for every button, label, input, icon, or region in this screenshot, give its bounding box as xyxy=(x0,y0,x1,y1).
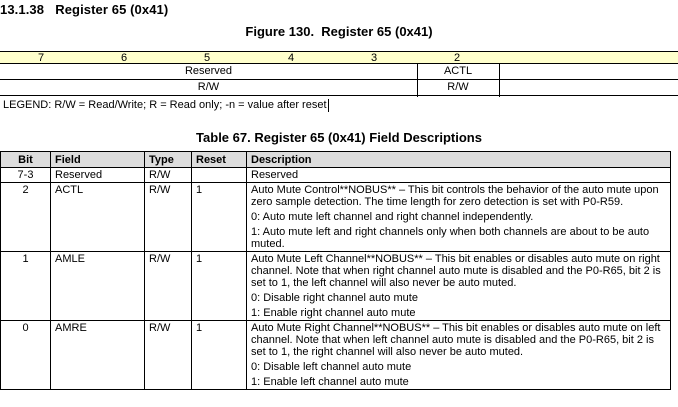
bit-number-row xyxy=(0,51,678,64)
cell-reset xyxy=(192,168,247,183)
description-option: 0: Disable right channel auto mute xyxy=(251,292,418,304)
figure-caption xyxy=(0,24,678,39)
col-header-description: Description xyxy=(247,152,671,168)
cell-bit: 7-3 xyxy=(1,168,51,183)
register-field-name: ACTL xyxy=(443,65,473,77)
bit-number: 5 xyxy=(203,52,211,64)
table-title: Register 65 (0x41) Field Descriptions xyxy=(254,130,482,145)
col-header-bit: Bit xyxy=(1,152,51,168)
description-text: Reserved xyxy=(251,169,299,181)
field-name-row xyxy=(0,64,678,80)
cell-reset: 1 xyxy=(192,252,247,321)
cell-type: R/W xyxy=(145,168,192,183)
register-field-access: R/W xyxy=(447,81,469,93)
description-option: 0: Auto mute left channel and right channel independently. xyxy=(251,211,534,223)
description-text: Auto Mute Right Channel**NOBUS** – This bit enables or disables auto mute on left channel. Note that when left channel auto mute is disabled and the P0-R65, bit 2 is set to 1, the right channel will also never be auto muted. xyxy=(251,322,661,358)
bit-number: 3 xyxy=(370,52,378,64)
bit-number: 6 xyxy=(120,52,128,64)
field-divider xyxy=(417,64,418,97)
bit-number: 7 xyxy=(37,52,45,64)
cell-reset: 1 xyxy=(192,321,247,390)
legend: LEGEND: R/W = Read/Write; R = Read only; -n = value after reset xyxy=(3,99,327,111)
access-row xyxy=(0,80,678,96)
description-option: 1: Auto mute left and right channels only when both channels are about to be auto muted. xyxy=(251,226,650,250)
table-row xyxy=(1,183,671,252)
cell-reset: 1 xyxy=(192,183,247,252)
bit-number: 2 xyxy=(453,52,461,64)
description-option: 1: Enable left channel auto mute xyxy=(251,376,409,388)
cell-description xyxy=(247,252,671,321)
description-text: Auto Mute Left Channel**NOBUS** – This bit enables or disables auto mute on right channel. Note that when right channel auto mute is disabled and the P0-R65, bit 2 is set to 1, the left channel will also never be auto muted. xyxy=(251,253,661,289)
register-diagram xyxy=(0,51,678,97)
register-field-access: R/W xyxy=(197,81,220,93)
field-description-table xyxy=(0,151,671,390)
col-header-reset: Reset xyxy=(192,152,247,168)
table-caption xyxy=(0,130,678,145)
col-header-type: Type xyxy=(145,152,192,168)
cell-bit: 2 xyxy=(1,183,51,252)
description-option: 0: Disable left channel auto mute xyxy=(251,361,412,373)
cell-type: R/W xyxy=(145,252,192,321)
cell-description xyxy=(247,183,671,252)
section-heading xyxy=(0,2,168,17)
table-row xyxy=(1,321,671,390)
table-header-row xyxy=(1,152,671,168)
cell-field: ACTL xyxy=(51,183,145,252)
cell-type: R/W xyxy=(145,321,192,390)
cell-type: R/W xyxy=(145,183,192,252)
cell-field: AMRE xyxy=(51,321,145,390)
register-field-name: Reserved xyxy=(184,65,233,77)
bit-number: 4 xyxy=(287,52,295,64)
field-divider xyxy=(499,64,500,97)
cell-bit: 1 xyxy=(1,252,51,321)
cell-bit: 0 xyxy=(1,321,51,390)
table-label: Table 67. xyxy=(196,130,251,145)
col-header-field: Field xyxy=(51,152,145,168)
table-row xyxy=(1,252,671,321)
description-option: 1: Enable right channel auto mute xyxy=(251,307,416,319)
description-text: Auto Mute Control**NOBUS** – This bit controls the behavior of the auto mute upon zero sample detection. The time length for zero detection is set with P0-R59. xyxy=(251,184,659,208)
cell-field: AMLE xyxy=(51,252,145,321)
figure-label: Figure 130. xyxy=(245,24,315,39)
cell-description xyxy=(247,321,671,390)
section-number: 13.1.38 xyxy=(0,2,45,17)
figure-title: Register 65 (0x41) xyxy=(321,24,433,39)
table-row xyxy=(1,168,671,183)
section-title: Register 65 (0x41) xyxy=(55,2,169,17)
cell-description xyxy=(247,168,671,183)
cell-field: Reserved xyxy=(51,168,145,183)
